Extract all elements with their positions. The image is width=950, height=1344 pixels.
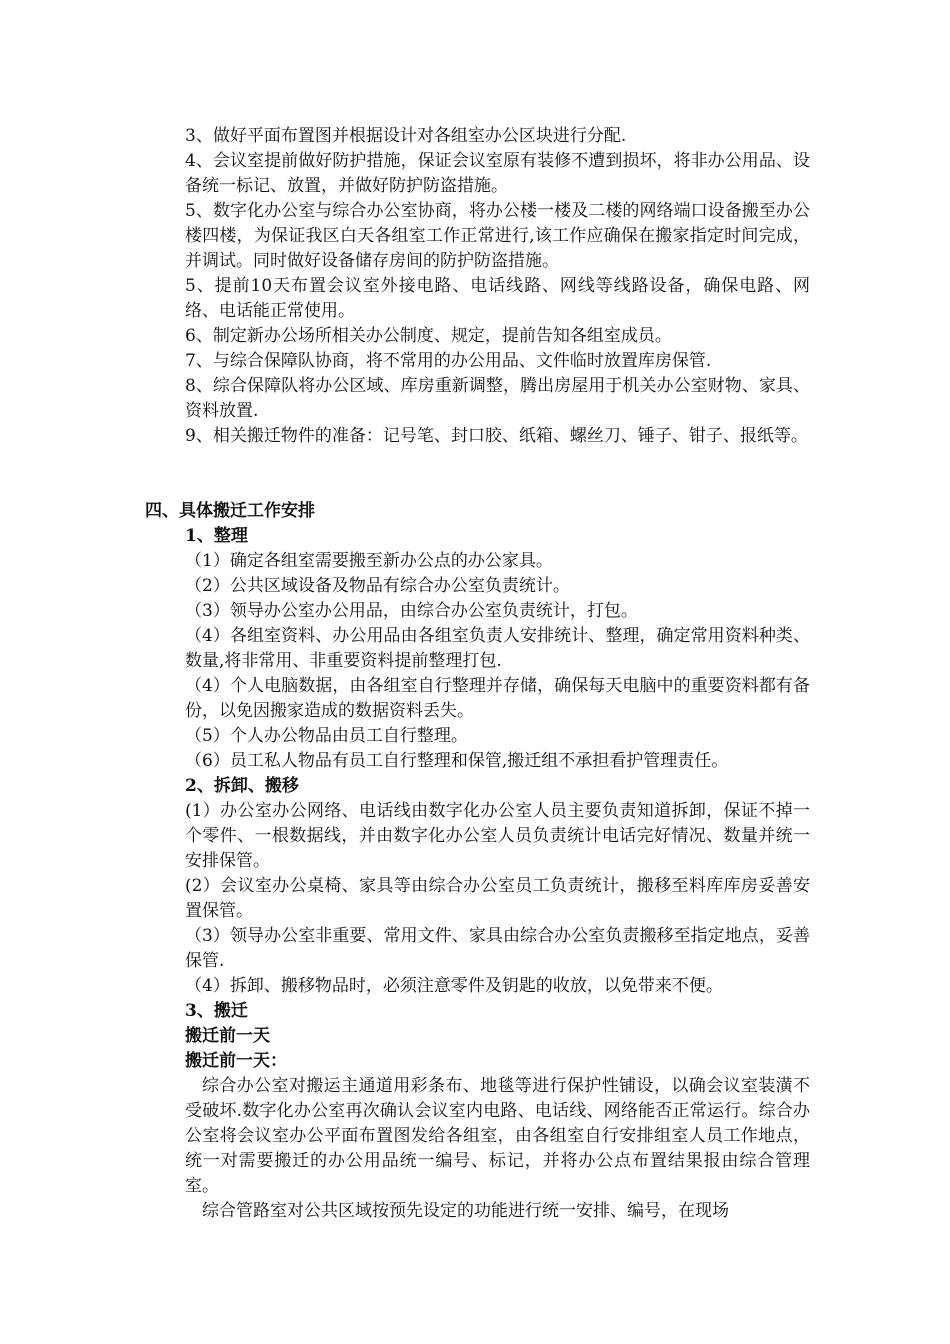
list-item: （6）员工私人物品有员工自行整理和保管,搬迁组不承担看护管理责任。 xyxy=(185,751,729,771)
preparation-list xyxy=(185,124,810,449)
list-item: 6、制定新办公场所相关办公制度、规定，提前告知各组室成员。 xyxy=(185,326,672,346)
list-item: （5）个人办公物品由员工自行整理。 xyxy=(185,726,468,746)
list-item: 4、会议室提前做好防护措施，保证会议室原有装修不遭到损坏，将非办公用品、设备统一标记、放置，并做好防护防盗措施。 xyxy=(185,151,810,196)
list-item: (1）办公室办公网络、电话线由数字化办公室人员主要负责知道拆卸，保证不掉一个零件、一根数据线，并由数字化办公室人员负责统计电话完好情况、数量并统一安排保管。 xyxy=(185,801,810,871)
section-body xyxy=(185,524,810,1224)
list-item: 9、相关搬迁物件的准备：记号笔、封口胶、纸箱、螺丝刀、锤子、钳子、报纸等。 xyxy=(185,426,808,446)
section-heading: 四、具体搬迁工作安排 xyxy=(145,501,315,521)
subsection-heading: 1、整理 xyxy=(185,526,248,546)
subsection-heading: 2、拆卸、搬移 xyxy=(185,776,299,796)
subsection-subheading: 搬迁前一天： xyxy=(185,1051,287,1071)
list-item: 5、数字化办公室与综合办公室协商，将办公楼一楼及二楼的网络端口设备搬至办公楼四楼，为保证我区白天各组室工作正常进行,该工作应确保在搬家指定时间完成，并调试。同时做好设备储存房间的防护防盗措施。 xyxy=(185,201,810,271)
subsection-subheading: 搬迁前一天 xyxy=(185,1026,270,1046)
subsection-heading: 3、搬迁 xyxy=(185,1001,248,1021)
list-item: 5、提前10天布置会议室外接电路、电话线路、网线等线路设备，确保电路、网络、电话能正常使用。 xyxy=(185,276,810,321)
list-item: 8、综合保障队将办公区域、库房重新调整，腾出房屋用于机关办公室财物、家具、资料放置. xyxy=(185,376,810,421)
list-item: （4）个人电脑数据，由各组室自行整理并存储，确保每天电脑中的重要资料都有备份，以免因搬家造成的数据资料丢失。 xyxy=(185,676,810,721)
list-item: （3）领导办公室办公用品，由综合办公室负责统计，打包。 xyxy=(185,601,638,621)
list-item: 7、与综合保障队协商，将不常用的办公用品、文件临时放置库房保管. xyxy=(185,351,712,371)
list-item: （4）拆卸、搬移物品时，必须注意零件及钥匙的收放，以免带来不便。 xyxy=(185,976,723,996)
list-item: （2）公共区域设备及物品有综合办公室负责统计。 xyxy=(185,576,570,596)
list-item: (2）会议室办公桌椅、家具等由综合办公室员工负责统计，搬移至料库库房妥善安置保管。 xyxy=(185,876,810,921)
body-paragraph: 综合管路室对公共区域按预先设定的功能进行统一安排、编号，在现场 xyxy=(202,1201,729,1221)
list-item: （3）领导办公室非重要、常用文件、家具由综合办公室负责搬移至指定地点，妥善保管. xyxy=(185,926,810,971)
list-item: 3、做好平面布置图并根据设计对各组室办公区块进行分配. xyxy=(185,126,627,146)
list-item: （4）各组室资料、办公用品由各组室负责人安排统计、整理，确定常用资料种类、数量,将非常用、非重要资料提前整理打包. xyxy=(185,626,810,671)
body-paragraph: 综合办公室对搬运主通道用彩条布、地毯等进行保护性铺设，以确会议室装潢不受破坏.数字化办公室再次确认会议室内电路、电话线、网络能否正常运行。综合办公室将会议室办公平面布置图发给各组室，由各组室自行安排组室人员工作地点，统一对需要搬迁的办公用品统一编号、标记，并将办公点布置结果报由综合管理室。 xyxy=(185,1076,810,1196)
list-item: （1）确定各组室需要搬至新办公点的办公家具。 xyxy=(185,551,553,571)
